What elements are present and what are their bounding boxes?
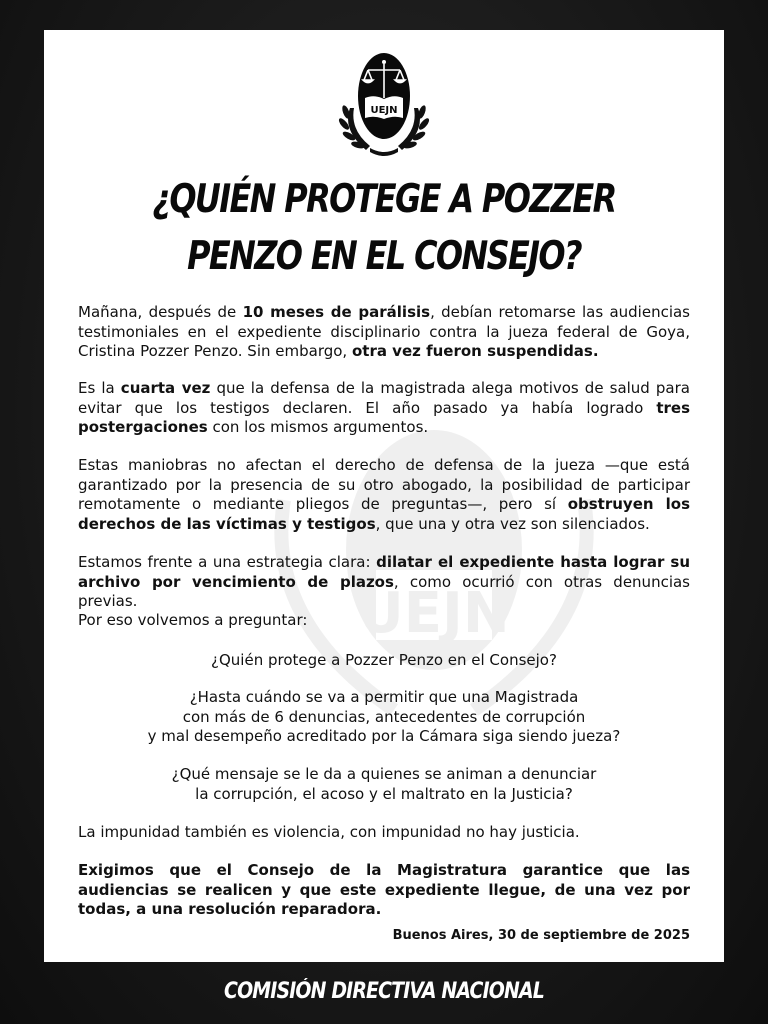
paragraph-3: Estas maniobras no afectan el derecho de defensa de la jueza —que está garantizado por la presencia de su otro abogado, la posibilidad de participar remotamente o mediante pliegos de preguntas—, pero sí obstruyen los derechos de las víctimas y testigos, que una y otra vez son silenciados. [78,456,690,533]
paragraph-5: Por eso volvemos a preguntar: [78,611,308,629]
emphasis: dilatar el expediente hasta lograr su archivo por vencimiento de plazos [78,553,690,591]
emphasis: cuarta vez [120,379,211,397]
emphasis: obstruyen los derechos de las víctimas y testigos [78,495,690,533]
footer-signature: COMISIÓN DIRECTIVA NACIONAL [224,979,544,1004]
press-release-sheet [44,30,724,962]
emphasis: tres postergaciones [78,398,690,436]
paragraph-1: Mañana, después de 10 meses de parálisis, debían retomarse las audiencias testimoniales en el expediente disciplinario contra la jueza federal de Goya, Cristina Pozzer Penzo. Sin embargo, otra vez fueron suspendidas. [78,303,690,360]
paragraph-4: Estamos frente a una estrategia clara: dilatar el expediente hasta lograr su archivo por vencimiento de plazos, como ocurrió con otras denuncias previas. [78,553,690,610]
logo-text: UEJN [370,105,398,116]
paragraph-6: La impunidad también es violencia, con impunidad no hay justicia. [78,823,580,841]
question-1: ¿Quién protege a Pozzer Penzo en el Consejo? [211,651,557,669]
question-2: ¿Hasta cuándo se va a permitir que una Magistrada con más de 6 denuncias, antecedentes de corrupción y mal desempeño acreditado por la Cámara siga siendo jueza? [147,688,621,745]
paragraph-7-demand: Exigimos que el Consejo de la Magistratura garantice que las audiencias se realicen y que este expediente llegue, de una vez por todas, a una resolución reparadora. [78,861,690,918]
headline-line-2: PENZO EN EL CONSEJO? [187,234,581,279]
paragraph-2: Es la cuarta vez que la defensa de la magistrada alega motivos de salud para evitar que los testigos declaren. El año pasado ya había logrado tres postergaciones con los mismos argumentos. [78,379,690,436]
emphasis: 10 meses de parálisis [242,303,431,321]
uejn-logo-icon [336,46,432,162]
watermark-text: UEJN [358,581,510,646]
date-line: Buenos Aires, 30 de septiembre de 2025 [392,928,690,943]
headline-line-1: ¿QUIÉN PROTEGE A POZZER [152,177,616,222]
emphasis: otra vez fueron suspendidas. [351,342,599,360]
question-3: ¿Qué mensaje se le da a quienes se animan a denunciar la corrupción, el acoso y el maltrato en la Justicia? [171,765,597,803]
